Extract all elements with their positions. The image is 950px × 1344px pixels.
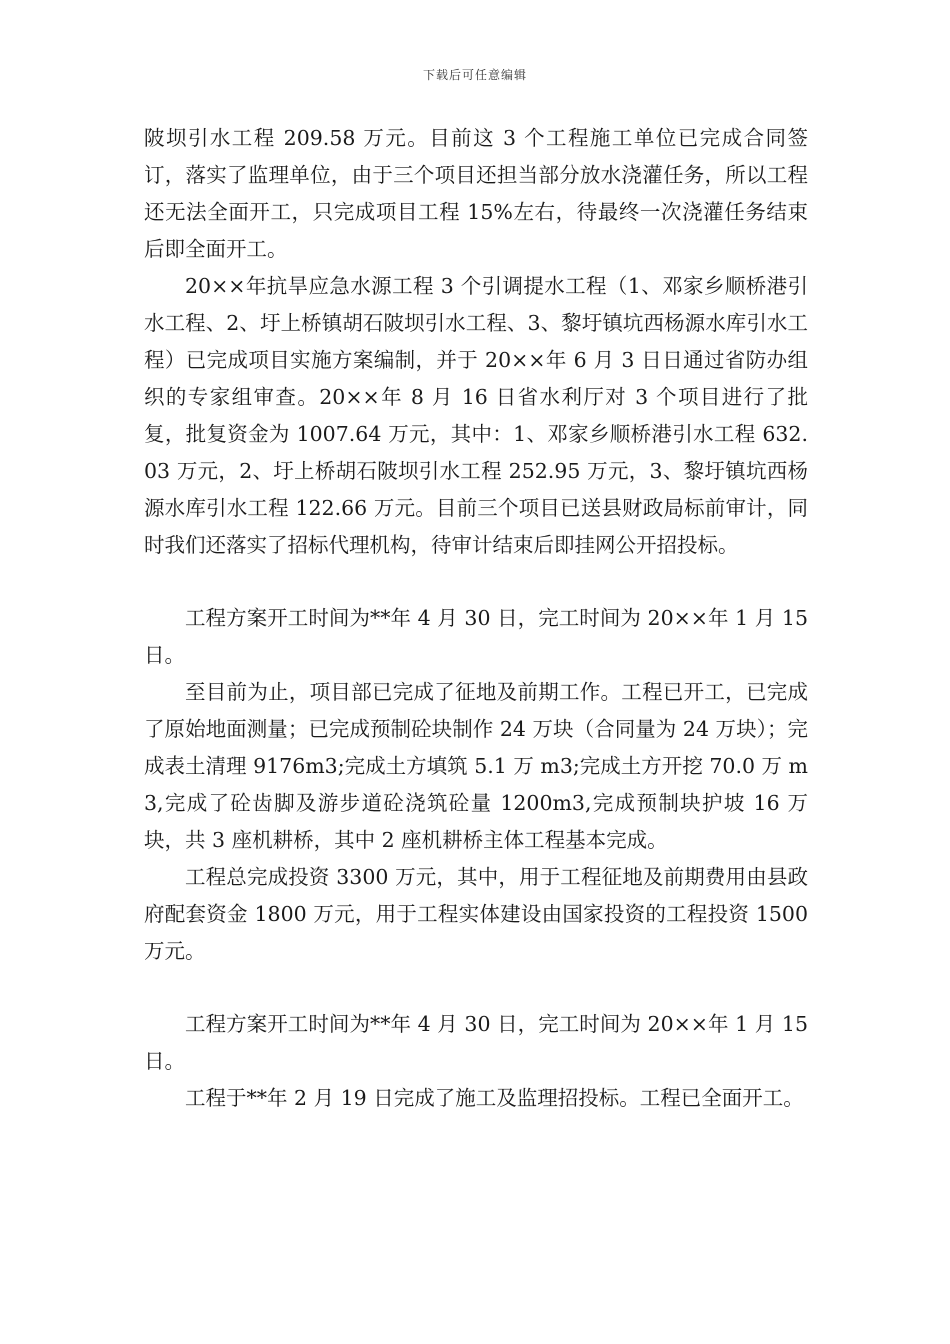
paragraph-investment: 工程总完成投资 3300 万元，其中，用于工程征地及前期费用由县政府配套资金 1800 万元，用于工程实体建设由国家投资的工程投资 1500 万元。 bbox=[144, 865, 808, 963]
section-gap bbox=[144, 564, 808, 600]
paragraph-progress: 至目前为止，项目部已完成了征地及前期工作。工程已开工，已完成了原始地面测量；已完成预制砼块制作 24 万块（合同量为 24 万块）；完成表土清理 9176m3;完成土方填筑 5.1 万 m3;完成土方开挖 70.0 万 m3,完成了砼齿脚及游步道砼浇筑砼量 1200m3,完成预制块护坡 16 万块，共 3 座机耕桥，其中 2 座机耕桥主体工程基本完成。 bbox=[144, 680, 808, 852]
paragraph-schedule-1: 工程方案开工时间为**年 4 月 30 日，完工时间为 20××年 1 月 15 日。 bbox=[144, 606, 808, 667]
section-gap bbox=[144, 970, 808, 1006]
paragraph-bidding: 工程于**年 2 月 19 日完成了施工及监理招投标。工程已全面开工。 bbox=[185, 1086, 804, 1110]
document-body bbox=[144, 120, 808, 1117]
page-header: 下载后可任意编辑 bbox=[422, 68, 527, 82]
paragraph-continued: 陂坝引水工程 209.58 万元。目前这 3 个工程施工单位已完成合同签订，落实了监理单位，由于三个项目还担当部分放水浇灌任务，所以工程还无法全面开工，只完成项目工程 15%左右，待最终一次浇灌任务结束后即全面开工。 bbox=[144, 126, 808, 261]
paragraph-drought-water-project: 20××年抗旱应急水源工程 3 个引调提水工程（1、邓家乡顺桥港引水工程、2、圩上桥镇胡石陂坝引水工程、3、黎圩镇坑西杨源水库引水工程）已完成项目实施方案编制，并于 20××年 6 月 3 日日通过省防办组织的专家组审查。20××年 8 月 16 日省水利厅对 3 个项目进行了批复，批复资金为 1007.64 万元，其中：1、邓家乡顺桥港引水工程 632.03 万元，2、圩上桥胡石陂坝引水工程 252.95 万元，3、黎圩镇坑西杨源水库引水工程 122.66 万元。目前三个项目已送县财政局标前审计，同时我们还落实了招标代理机构，待审计结束后即挂网公开招投标。 bbox=[144, 274, 808, 557]
paragraph-schedule-2: 工程方案开工时间为**年 4 月 30 日，完工时间为 20××年 1 月 15 日。 bbox=[144, 1012, 808, 1073]
